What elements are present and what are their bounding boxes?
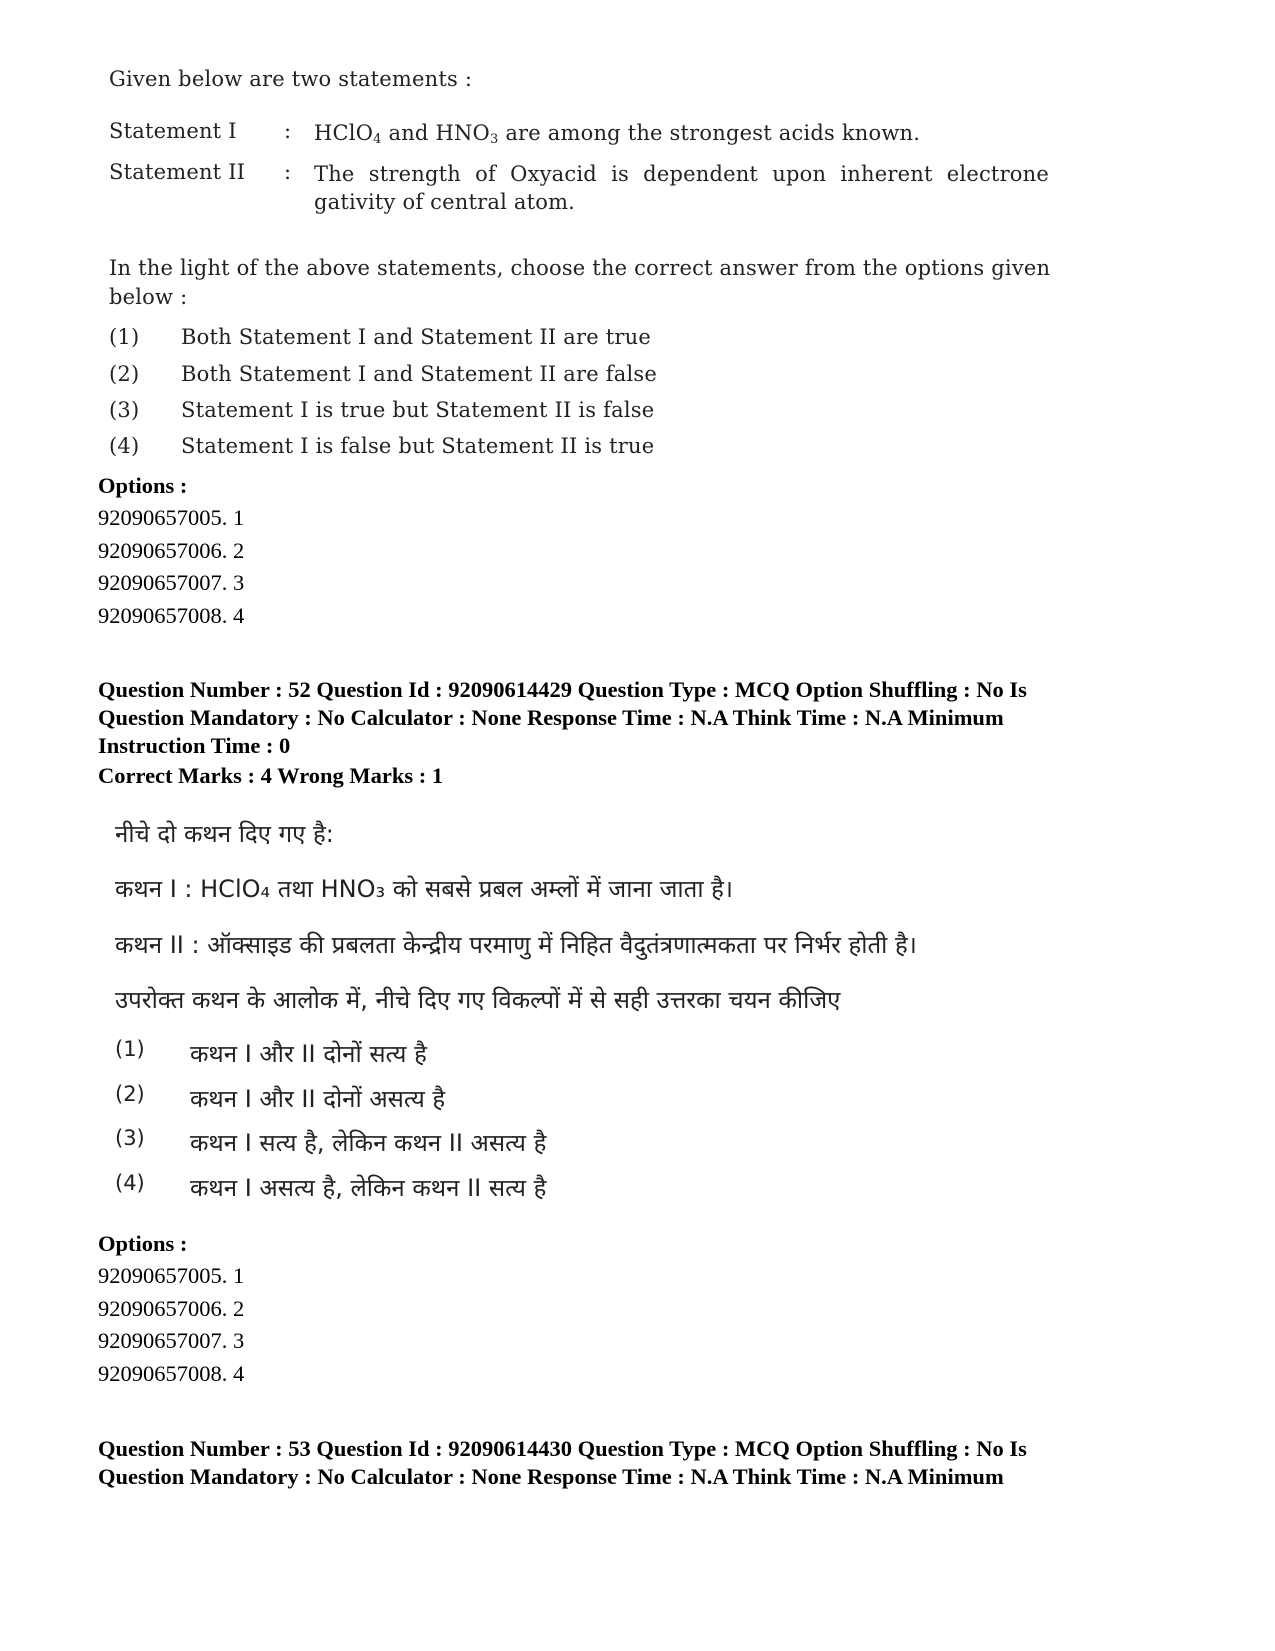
choice-number: (2) [109,362,140,386]
choice-number: (1) [115,1037,145,1061]
q51-choice-2 [109,362,657,386]
q51-statement-2 [109,160,1049,216]
choice-text: कथन I सत्य है, लेकिन कथन II असत्य है [190,1129,547,1157]
choice-text: Statement I is false but Statement II is true [181,434,655,458]
q52-option-2: 92090657006. 2 [98,1296,245,1321]
q51-option-3: 92090657007. 3 [98,570,245,595]
q51-option-4: 92090657008. 4 [98,603,245,628]
choice-number: (1) [109,325,140,349]
choice-text: कथन I असत्य है, लेकिन कथन II सत्य है [190,1174,547,1202]
q51-option-1: 92090657005. 1 [98,505,245,530]
choice-text: Statement I is true but Statement II is false [181,398,655,422]
q51-choice-4 [109,434,654,458]
q51-option-2: 92090657006. 2 [98,538,245,563]
q53-meta [98,1435,1178,1491]
choice-text: Both Statement I and Statement II are true [181,325,651,349]
statement-text: HClO$_4$ and $HNO_3$ are among the strongest acids known. [314,121,921,147]
q51-statement-1 [109,119,1049,154]
q53-meta-line-1: Question Number : 53 Question Id : 92090614430 Question Type : MCQ Option Shuffling : No Is [98,1436,1027,1461]
q51-options-label: Options : [98,473,188,498]
q52-hindi-question: उपरोक्त कथन के आलोक में, नीचे दिए गए विकल्पों में से सही उत्तरका चयन कीजिए [115,986,841,1014]
q52-hindi-statement-1: कथन I : HClO₄ तथा HNO₃ को सबसे प्रबल अम्लों में जाना जाता है। [115,875,734,903]
q51-choice-3 [109,398,654,422]
q52-choice-4 [115,1171,546,1204]
statement-label: Statement II [109,160,246,184]
q52-hindi-intro: नीचे दो कथन दिए गए है: [115,820,334,848]
q52-option-4: 92090657008. 4 [98,1361,245,1386]
q52-options-label: Options : [98,1231,188,1256]
q52-marks: Correct Marks : 4 Wrong Marks : 1 [98,763,444,788]
statement-separator: : [284,160,292,184]
q53-meta-line-2: Question Mandatory : No Calculator : None Response Time : N.A Think Time : N.A Minimum [98,1464,1004,1489]
q52-meta-line-3: Instruction Time : 0 [98,733,291,758]
q52-meta-line-2: Question Mandatory : No Calculator : None Response Time : N.A Think Time : N.A Minimum [98,705,1004,730]
q52-choice-3 [115,1126,546,1159]
q51-question-text: In the light of the above statements, choose the correct answer from the options given below : [109,256,1051,309]
q52-option-3: 92090657007. 3 [98,1328,245,1353]
choice-text: कथन I और II दोनों असत्य है [190,1085,446,1113]
statement-text: The strength of Oxyacid is dependent upon inherent electrone gativity of central atom. [314,162,1049,214]
q52-choice-1 [115,1037,427,1070]
q52-choice-2 [115,1082,445,1115]
q52-meta [98,676,1178,760]
q52-meta-line-1: Question Number : 52 Question Id : 92090614429 Question Type : MCQ Option Shuffling : No Is [98,677,1027,702]
choice-number: (3) [115,1126,145,1150]
choice-text: कथन I और II दोनों सत्य है [190,1040,427,1068]
q52-option-1: 92090657005. 1 [98,1263,245,1288]
choice-number: (4) [109,434,140,458]
statement-separator: : [284,119,292,143]
q51-intro: Given below are two statements : [109,67,473,91]
choice-number: (4) [115,1171,145,1195]
choice-number: (3) [109,398,140,422]
statement-label: Statement I [109,119,237,143]
q51-choice-1 [109,325,651,349]
choice-number: (2) [115,1082,145,1106]
choice-text: Both Statement I and Statement II are false [181,362,657,386]
q52-hindi-statement-2: कथन II : ऑक्साइड की प्रबलता केन्द्रीय परमाणु में निहित वैदुतंत्रणात्मकता पर निर्भर होती है। [115,931,917,959]
